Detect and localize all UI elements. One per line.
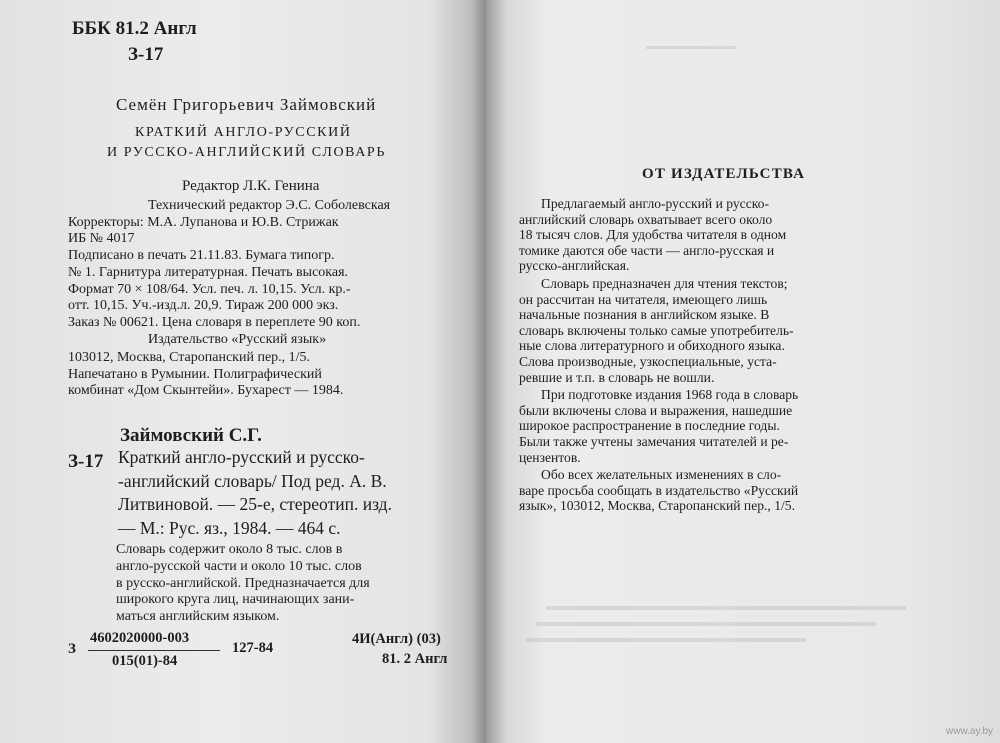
left-page <box>0 0 486 743</box>
address-line: 103012, Москва, Старопанский пер., 1/5. <box>68 350 311 365</box>
preface-line: Слова производные, узкоспециальные, уста- <box>519 353 777 369</box>
preface-line: английский словарь охватывает всего около <box>519 211 773 227</box>
code-numerator: 4602020000-003 <box>90 630 190 646</box>
class-code-bottom: 81. 2 Англ <box>382 651 448 667</box>
preface-paragraph <box>519 276 798 385</box>
address-line: комбинат «Дом Скынтейи». Бухарест — 1984. <box>68 383 344 399</box>
catalog-index: З-17 <box>128 44 164 65</box>
preface-line: он рассчитан на читателя, имеющего лишь <box>519 291 768 307</box>
preface-line: ные слова литературного и обиходного языка. <box>519 338 785 354</box>
bleed-through-mark <box>646 46 736 49</box>
card-line: Краткий англо-русский и русско- <box>118 447 365 467</box>
imprint-line: отт. 10,15. Уч.-изд.л. 20,9. Тираж 200 000 экз. <box>68 298 339 314</box>
preface-line: Были также учтены замечания читателей и ре- <box>519 433 789 449</box>
card-line: Литвиновой. — 25-е, стереотип. изд. <box>118 494 392 514</box>
book-title-line-1: КРАТКИЙ АНГЛО-РУССКИЙ <box>135 125 352 140</box>
preface-line: русско-английская. <box>519 258 630 274</box>
preface-paragraph <box>519 387 798 465</box>
preface-line: цензентов. <box>519 449 581 465</box>
preface-line: широкое распространение в последние годы. <box>519 418 780 434</box>
book-title-line-2: И РУССКО-АНГЛИЙСКИЙ СЛОВАРЬ <box>107 145 386 160</box>
preface-line: томике даются обе части — англо-русская и <box>519 242 775 258</box>
class-code-top: 4И(Англ) (03) <box>352 631 441 647</box>
annotation-line: в русско-английской. Предназначается для <box>116 575 370 591</box>
card-index: З-17 <box>68 451 104 472</box>
preface-line: начальные познания в английском языке. В <box>519 307 770 323</box>
preface-line: ревшие и т.п. в словарь не вошли. <box>519 369 715 385</box>
annotation-line: маться английским языком. <box>116 609 280 625</box>
preface-line: варе просьба сообщать в издательство «Русский <box>519 482 799 498</box>
bleed-through-mark <box>536 622 876 626</box>
preface-paragraph <box>519 196 798 274</box>
bleed-through-mark <box>526 638 806 642</box>
imprint-line: ИБ № 4017 <box>68 231 135 247</box>
imprint-line: № 1. Гарнитура литературная. Печать высокая. <box>68 264 349 280</box>
card-author: Займовский С.Г. <box>120 425 262 446</box>
imprint-block <box>68 198 390 332</box>
imprint-line: Заказ № 00621. Цена словаря в переплете 90 коп. <box>68 314 361 330</box>
preface-text <box>519 196 798 514</box>
imprint-line: Технический редактор Э.С. Соболевская <box>148 198 391 213</box>
annotation-block <box>116 542 370 626</box>
imprint-line: Формат 70 × 108/64. Усл. печ. л. 10,15. Усл. кр.- <box>68 281 351 297</box>
publisher-name: Издательство «Русский язык» <box>148 332 327 347</box>
imprint-line: Подписано в печать 21.11.83. Бумага типогр. <box>68 248 335 264</box>
bleed-through-mark <box>546 606 906 610</box>
editor-credit: Редактор Л.К. Генина <box>182 178 320 194</box>
preface-line: Предлагаемый англо-русский и русско- <box>541 196 769 211</box>
preface-line: 18 тысяч слов. Для удобства читателя в одном <box>519 227 787 243</box>
annotation-line: широкого круга лиц, начинающих зани- <box>116 592 355 608</box>
bbk-code: ББК 81.2 Англ <box>72 18 197 39</box>
site-watermark: www.ay.by <box>946 726 994 737</box>
code-fraction-line <box>88 650 220 651</box>
preface-paragraph <box>519 467 798 514</box>
author-name: Семён Григорьевич Займовский <box>116 95 377 114</box>
address-line: Напечатано в Румынии. Полиграфический <box>68 366 322 382</box>
preface-heading: ОТ ИЗДАТЕЛЬСТВА <box>642 166 806 182</box>
card-bibliographic-entry <box>118 446 392 540</box>
preface-line: язык», 103012, Москва, Старопанский пер., 1/5. <box>519 498 795 514</box>
right-page <box>486 0 1000 743</box>
preface-line: При подготовке издания 1968 года в словарь <box>541 387 799 403</box>
card-line: — М.: Рус. яз., 1984. — 464 с. <box>118 517 341 538</box>
code-denominator: 015(01)-84 <box>112 653 178 669</box>
code-prefix: З <box>68 641 76 657</box>
code-order-number: 127-84 <box>232 640 274 656</box>
annotation-line: англо-русской части и около 10 тыс. слов <box>116 558 362 574</box>
card-line: -английский словарь/ Под ред. А. В. <box>118 470 387 491</box>
preface-line: словарь включены только самые употребитель- <box>519 322 794 338</box>
preface-line: Словарь предназначен для чтения текстов; <box>541 275 788 291</box>
preface-line: Обо всех желательных изменениях в сло- <box>541 467 782 483</box>
imprint-line: Корректоры: М.А. Лупанова и Ю.В. Стрижак <box>68 214 339 230</box>
address-block <box>68 350 343 400</box>
annotation-line: Словарь содержит около 8 тыс. слов в <box>116 542 343 557</box>
preface-line: были включены слова и выражения, нашедшие <box>519 402 793 418</box>
